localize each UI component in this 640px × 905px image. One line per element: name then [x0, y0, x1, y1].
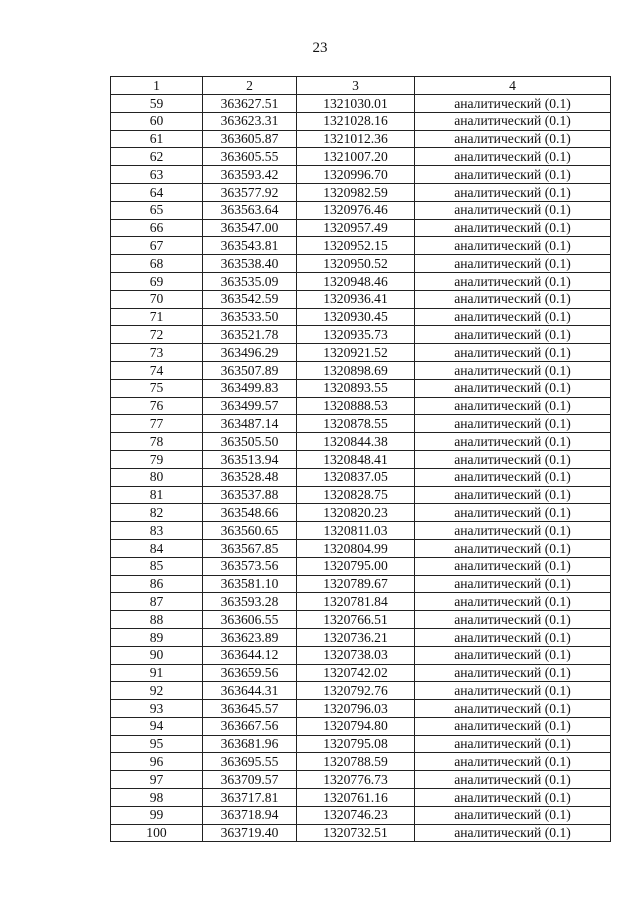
page-number-text: 23 — [312, 40, 328, 56]
y-coordinate-cell: 1320811.03 — [297, 522, 415, 540]
method-cell: аналитический (0.1) — [415, 735, 611, 753]
y-coordinate-cell: 1320795.00 — [297, 557, 415, 575]
table-row — [111, 504, 611, 522]
point-number-cell: 74 — [111, 361, 203, 379]
x-coordinate-cell: 363593.42 — [203, 166, 297, 184]
x-coordinate-cell: 363567.85 — [203, 539, 297, 557]
table-row — [111, 557, 611, 575]
point-number-cell: 97 — [111, 771, 203, 789]
table-row — [111, 112, 611, 130]
x-coordinate-cell: 363667.56 — [203, 717, 297, 735]
table-row — [111, 468, 611, 486]
y-coordinate-cell: 1320746.23 — [297, 806, 415, 824]
method-cell: аналитический (0.1) — [415, 166, 611, 184]
y-coordinate-cell: 1320844.38 — [297, 433, 415, 451]
table-row — [111, 753, 611, 771]
table-row — [111, 646, 611, 664]
coordinates-table — [110, 76, 611, 842]
table-row — [111, 771, 611, 789]
method-cell: аналитический (0.1) — [415, 486, 611, 504]
point-number-cell: 94 — [111, 717, 203, 735]
table-row — [111, 237, 611, 255]
table-row — [111, 326, 611, 344]
point-number-cell: 64 — [111, 183, 203, 201]
method-cell: аналитический (0.1) — [415, 717, 611, 735]
table-row — [111, 415, 611, 433]
x-coordinate-cell: 363718.94 — [203, 806, 297, 824]
x-coordinate-cell: 363605.87 — [203, 130, 297, 148]
x-coordinate-cell: 363499.57 — [203, 397, 297, 415]
table-row — [111, 308, 611, 326]
x-coordinate-cell: 363487.14 — [203, 415, 297, 433]
method-cell: аналитический (0.1) — [415, 789, 611, 807]
y-coordinate-cell: 1320776.73 — [297, 771, 415, 789]
method-cell: аналитический (0.1) — [415, 183, 611, 201]
point-number-cell: 89 — [111, 628, 203, 646]
method-cell: аналитический (0.1) — [415, 397, 611, 415]
x-coordinate-cell: 363709.57 — [203, 771, 297, 789]
header-row — [111, 77, 611, 95]
point-number-cell: 100 — [111, 824, 203, 842]
x-coordinate-cell: 363496.29 — [203, 344, 297, 362]
x-coordinate-cell: 363548.66 — [203, 504, 297, 522]
header-cell-1: 1 — [111, 77, 203, 95]
point-number-cell: 87 — [111, 593, 203, 611]
table-row — [111, 824, 611, 842]
y-coordinate-cell: 1320898.69 — [297, 361, 415, 379]
table-row — [111, 130, 611, 148]
header-cell-3: 3 — [297, 77, 415, 95]
table-row — [111, 379, 611, 397]
x-coordinate-cell: 363717.81 — [203, 789, 297, 807]
method-cell: аналитический (0.1) — [415, 611, 611, 629]
table-row — [111, 789, 611, 807]
method-cell: аналитический (0.1) — [415, 148, 611, 166]
y-coordinate-cell: 1320982.59 — [297, 183, 415, 201]
method-cell: аналитический (0.1) — [415, 700, 611, 718]
x-coordinate-cell: 363627.51 — [203, 95, 297, 113]
point-number-cell: 78 — [111, 433, 203, 451]
y-coordinate-cell: 1320820.23 — [297, 504, 415, 522]
y-coordinate-cell: 1320888.53 — [297, 397, 415, 415]
method-cell: аналитический (0.1) — [415, 504, 611, 522]
method-cell: аналитический (0.1) — [415, 646, 611, 664]
x-coordinate-cell: 363507.89 — [203, 361, 297, 379]
point-number-cell: 72 — [111, 326, 203, 344]
method-cell: аналитический (0.1) — [415, 433, 611, 451]
table-row — [111, 522, 611, 540]
x-coordinate-cell: 363543.81 — [203, 237, 297, 255]
point-number-cell: 61 — [111, 130, 203, 148]
x-coordinate-cell: 363535.09 — [203, 272, 297, 290]
x-coordinate-cell: 363695.55 — [203, 753, 297, 771]
point-number-cell: 77 — [111, 415, 203, 433]
point-number-cell: 60 — [111, 112, 203, 130]
x-coordinate-cell: 363560.65 — [203, 522, 297, 540]
y-coordinate-cell: 1320921.52 — [297, 344, 415, 362]
y-coordinate-cell: 1320738.03 — [297, 646, 415, 664]
x-coordinate-cell: 363593.28 — [203, 593, 297, 611]
table-row — [111, 361, 611, 379]
method-cell: аналитический (0.1) — [415, 201, 611, 219]
method-cell: аналитический (0.1) — [415, 575, 611, 593]
method-cell: аналитический (0.1) — [415, 539, 611, 557]
y-coordinate-cell: 1320788.59 — [297, 753, 415, 771]
point-number-cell: 83 — [111, 522, 203, 540]
y-coordinate-cell: 1320878.55 — [297, 415, 415, 433]
x-coordinate-cell: 363645.57 — [203, 700, 297, 718]
point-number-cell: 85 — [111, 557, 203, 575]
method-cell: аналитический (0.1) — [415, 272, 611, 290]
x-coordinate-cell: 363499.83 — [203, 379, 297, 397]
point-number-cell: 98 — [111, 789, 203, 807]
point-number-cell: 93 — [111, 700, 203, 718]
y-coordinate-cell: 1321030.01 — [297, 95, 415, 113]
x-coordinate-cell: 363644.12 — [203, 646, 297, 664]
table-row — [111, 682, 611, 700]
x-coordinate-cell: 363528.48 — [203, 468, 297, 486]
table-row — [111, 450, 611, 468]
method-cell: аналитический (0.1) — [415, 628, 611, 646]
point-number-cell: 68 — [111, 255, 203, 273]
x-coordinate-cell: 363606.55 — [203, 611, 297, 629]
y-coordinate-cell: 1320766.51 — [297, 611, 415, 629]
y-coordinate-cell: 1320930.45 — [297, 308, 415, 326]
y-coordinate-cell: 1321012.36 — [297, 130, 415, 148]
point-number-cell: 75 — [111, 379, 203, 397]
x-coordinate-cell: 363659.56 — [203, 664, 297, 682]
table-row — [111, 201, 611, 219]
point-number-cell: 88 — [111, 611, 203, 629]
point-number-cell: 59 — [111, 95, 203, 113]
table-row — [111, 166, 611, 184]
table-row — [111, 539, 611, 557]
x-coordinate-cell: 363542.59 — [203, 290, 297, 308]
x-coordinate-cell: 363533.50 — [203, 308, 297, 326]
method-cell: аналитический (0.1) — [415, 664, 611, 682]
x-coordinate-cell: 363537.88 — [203, 486, 297, 504]
method-cell: аналитический (0.1) — [415, 593, 611, 611]
method-cell: аналитический (0.1) — [415, 130, 611, 148]
header-cell-4: 4 — [415, 77, 611, 95]
x-coordinate-cell: 363605.55 — [203, 148, 297, 166]
y-coordinate-cell: 1320794.80 — [297, 717, 415, 735]
method-cell: аналитический (0.1) — [415, 290, 611, 308]
x-coordinate-cell: 363577.92 — [203, 183, 297, 201]
y-coordinate-cell: 1320732.51 — [297, 824, 415, 842]
y-coordinate-cell: 1320828.75 — [297, 486, 415, 504]
point-number-cell: 96 — [111, 753, 203, 771]
y-coordinate-cell: 1320950.52 — [297, 255, 415, 273]
point-number-cell: 71 — [111, 308, 203, 326]
method-cell: аналитический (0.1) — [415, 379, 611, 397]
point-number-cell: 63 — [111, 166, 203, 184]
method-cell: аналитический (0.1) — [415, 415, 611, 433]
point-number-cell: 80 — [111, 468, 203, 486]
point-number-cell: 86 — [111, 575, 203, 593]
method-cell: аналитический (0.1) — [415, 824, 611, 842]
point-number-cell: 79 — [111, 450, 203, 468]
table-row — [111, 183, 611, 201]
x-coordinate-cell: 363547.00 — [203, 219, 297, 237]
table-row — [111, 735, 611, 753]
method-cell: аналитический (0.1) — [415, 771, 611, 789]
y-coordinate-cell: 1320957.49 — [297, 219, 415, 237]
method-cell: аналитический (0.1) — [415, 806, 611, 824]
y-coordinate-cell: 1320976.46 — [297, 201, 415, 219]
table-row — [111, 255, 611, 273]
method-cell: аналитический (0.1) — [415, 219, 611, 237]
x-coordinate-cell: 363563.64 — [203, 201, 297, 219]
point-number-cell: 66 — [111, 219, 203, 237]
point-number-cell: 70 — [111, 290, 203, 308]
y-coordinate-cell: 1321007.20 — [297, 148, 415, 166]
point-number-cell: 84 — [111, 539, 203, 557]
x-coordinate-cell: 363573.56 — [203, 557, 297, 575]
y-coordinate-cell: 1320781.84 — [297, 593, 415, 611]
y-coordinate-cell: 1320736.21 — [297, 628, 415, 646]
point-number-cell: 73 — [111, 344, 203, 362]
y-coordinate-cell: 1320789.67 — [297, 575, 415, 593]
table-row — [111, 272, 611, 290]
y-coordinate-cell: 1320996.70 — [297, 166, 415, 184]
point-number-cell: 82 — [111, 504, 203, 522]
method-cell: аналитический (0.1) — [415, 255, 611, 273]
page-number — [0, 40, 640, 57]
point-number-cell: 90 — [111, 646, 203, 664]
y-coordinate-cell: 1320796.03 — [297, 700, 415, 718]
point-number-cell: 67 — [111, 237, 203, 255]
table-row — [111, 717, 611, 735]
point-number-cell: 69 — [111, 272, 203, 290]
x-coordinate-cell: 363681.96 — [203, 735, 297, 753]
method-cell: аналитический (0.1) — [415, 95, 611, 113]
table-row — [111, 486, 611, 504]
y-coordinate-cell: 1320761.16 — [297, 789, 415, 807]
method-cell: аналитический (0.1) — [415, 682, 611, 700]
x-coordinate-cell: 363505.50 — [203, 433, 297, 451]
method-cell: аналитический (0.1) — [415, 522, 611, 540]
y-coordinate-cell: 1320948.46 — [297, 272, 415, 290]
y-coordinate-cell: 1320936.41 — [297, 290, 415, 308]
x-coordinate-cell: 363581.10 — [203, 575, 297, 593]
table-row — [111, 575, 611, 593]
method-cell: аналитический (0.1) — [415, 112, 611, 130]
table-row — [111, 628, 611, 646]
table-header — [111, 77, 611, 95]
table-body — [111, 95, 611, 842]
table-row — [111, 290, 611, 308]
x-coordinate-cell: 363623.89 — [203, 628, 297, 646]
table-row — [111, 397, 611, 415]
header-cell-2: 2 — [203, 77, 297, 95]
table-row — [111, 219, 611, 237]
y-coordinate-cell: 1320792.76 — [297, 682, 415, 700]
method-cell: аналитический (0.1) — [415, 326, 611, 344]
y-coordinate-cell: 1320795.08 — [297, 735, 415, 753]
method-cell: аналитический (0.1) — [415, 237, 611, 255]
table-row — [111, 344, 611, 362]
x-coordinate-cell: 363644.31 — [203, 682, 297, 700]
point-number-cell: 65 — [111, 201, 203, 219]
y-coordinate-cell: 1320893.55 — [297, 379, 415, 397]
point-number-cell: 95 — [111, 735, 203, 753]
x-coordinate-cell: 363521.78 — [203, 326, 297, 344]
y-coordinate-cell: 1320742.02 — [297, 664, 415, 682]
point-number-cell: 62 — [111, 148, 203, 166]
y-coordinate-cell: 1321028.16 — [297, 112, 415, 130]
table-row — [111, 593, 611, 611]
table-row — [111, 664, 611, 682]
method-cell: аналитический (0.1) — [415, 753, 611, 771]
y-coordinate-cell: 1320935.73 — [297, 326, 415, 344]
x-coordinate-cell: 363538.40 — [203, 255, 297, 273]
y-coordinate-cell: 1320952.15 — [297, 237, 415, 255]
method-cell: аналитический (0.1) — [415, 308, 611, 326]
table-row — [111, 806, 611, 824]
x-coordinate-cell: 363623.31 — [203, 112, 297, 130]
table-row — [111, 700, 611, 718]
method-cell: аналитический (0.1) — [415, 344, 611, 362]
y-coordinate-cell: 1320804.99 — [297, 539, 415, 557]
table-row — [111, 611, 611, 629]
table-row — [111, 148, 611, 166]
point-number-cell: 99 — [111, 806, 203, 824]
point-number-cell: 92 — [111, 682, 203, 700]
x-coordinate-cell: 363719.40 — [203, 824, 297, 842]
y-coordinate-cell: 1320848.41 — [297, 450, 415, 468]
table-row — [111, 433, 611, 451]
x-coordinate-cell: 363513.94 — [203, 450, 297, 468]
method-cell: аналитический (0.1) — [415, 361, 611, 379]
method-cell: аналитический (0.1) — [415, 450, 611, 468]
table-row — [111, 95, 611, 113]
method-cell: аналитический (0.1) — [415, 468, 611, 486]
point-number-cell: 81 — [111, 486, 203, 504]
y-coordinate-cell: 1320837.05 — [297, 468, 415, 486]
method-cell: аналитический (0.1) — [415, 557, 611, 575]
point-number-cell: 76 — [111, 397, 203, 415]
point-number-cell: 91 — [111, 664, 203, 682]
